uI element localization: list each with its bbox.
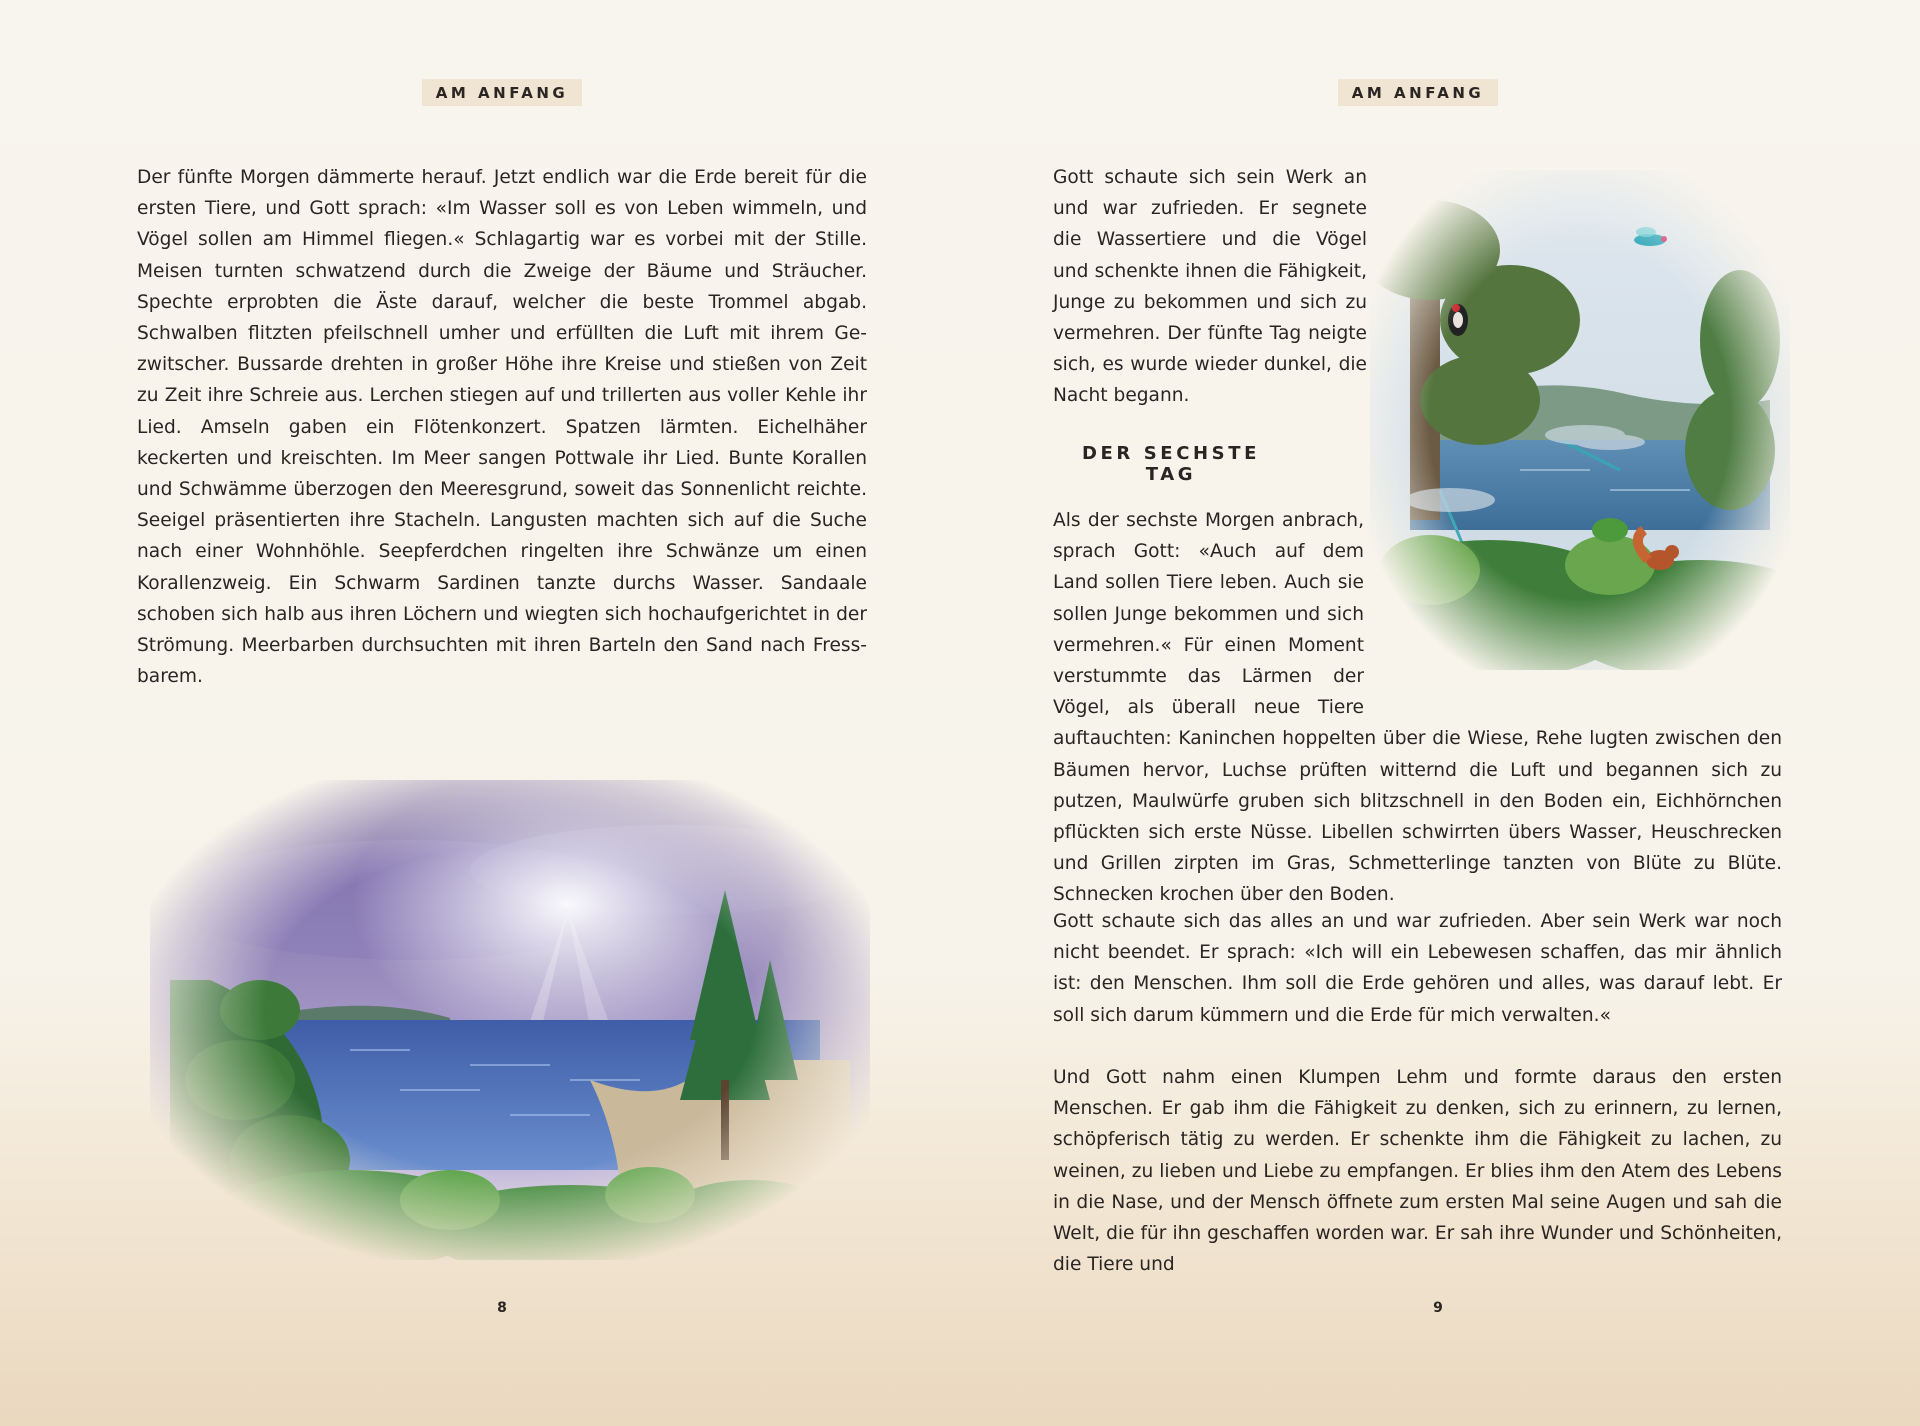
body-paragraph-fifth-day: Der fünfte Morgen dämmerte herauf. Jetzt endlich war die Erde bereit für die ersten Tiere, und Gott sprach: «Im Wasser soll es von Leben wimmeln, und Vögel sollen am Himmel fliegen.« Schlagartig war es vorbei mit der Stille. Meisen turnten schwatzend durch die Zweige der Bäume und Sträucher. Spechte erprobten die Äste darauf, welcher die beste Trommel abgab. Schwalben flitzten pfeilschnell umher und erfüllten die Luft mit ihrem Gezwitscher. Bussarde drehten in großer Höhe ihre Kreise und stießen von Zeit zu Zeit ihre Schreie aus. Lerchen stiegen auf und trillerten aus voller Kehle ihr Lied. Amseln gaben ein Flötenkonzert. Spatzen lärmten. Eichelhäher keckerten und kreischten. Im Meer sangen Pottwale ihr Lied. Bunte Korallen und Schwämme überzogen den Meeresgrund, soweit das Sonnenlicht reichte. Seeigel präsentierten ihre Stacheln. Langusten machten sich auf die Suche nach einer Wohnhöhle. Seepferdchen ringelten ihre Schwänze um einen Korallenzweig. Ein Schwarm Sardinen tanzte durchs Wasser. Sandaale schoben sich halb aus ihren Löchern und wiegten sich hochaufgerichtet in der Strömung. Meerbarben durchsuchten mit ihren Barteln den Sand nach Fressbarem. — [137, 167, 867, 688]
body-paragraph-first-human: Und Gott nahm einen Klumpen Lehm und formte daraus den ersten Menschen. Er gab ihm die Fähigkeit zu denken, sich zu erinnern, zu lernen, schöpferisch tätig zu werden. Er schenkte ihm die Fähigkeit zu lachen, zu weinen, zu lieben und Liebe zu empfangen. Er blies ihm den Atem des Lebens in die Nase, und der Mensch öffnete zum ersten Mal seine Augen und sah die Welt, die für ihn geschaffen worden war. Er sah ihre Wunder und Schönheiten, die Tiere und — [1053, 1067, 1782, 1276]
intro-paragraph: Gott schaute sich sein Werk an und war zufrieden. Er segnete die Wassertiere und die Vögel und schenkte ihnen die Fähigkeit, Junge zu bekommen und sich zu vermehren. Der fünfte Tag neigte sich, es wurde wieder dunkel, die Nacht begann. — [1053, 167, 1367, 407]
section-heading: DER SECHSTE TAG — [1081, 443, 1261, 485]
paragraph-text: Als der sechste Morgen anbrach, sprach Gott: «Auch auf dem Land sollen Tiere leben. Auch sie sollen Junge bekommen und sich vermehren.« Für einen Moment verstummte das Lärmen der Vögel, als überall neue Tiere auftauchten: Kaninchen hoppelten über die Wiese, Rehe lugten zwischen den Bäumen hervor, Luchse prüften witternd die Luft und begannen sich zu putzen, Maulwürfe gruben sich blitzschnell in den Boden ein, Eichhörnchen pflückten sich erste Nüsse. Libellen schwirrten übers Wasser, Heuschrecken und Grillen zirpten im Gras, Schmetterlinge tanzten von Blüte zu Blüte. Schnecken krochen über den Boden. — [1053, 510, 1782, 906]
page-number-right: 9 — [1433, 1300, 1443, 1316]
lake-illustration — [150, 780, 870, 1260]
page-number-left: 8 — [497, 1300, 507, 1316]
running-head-right: AM ANFANG — [1338, 79, 1498, 106]
body-paragraph-creation-plan: Gott schaute sich das alles an und war zufrieden. Aber sein Werk war noch nicht beendet. Er sprach: «Ich will ein Lebewesen schaffen, das mir ähnlich ist: den Menschen. Ihm soll die Erde gehören und alles, was darauf lebt. Er soll sich darum kümmern und die Erde für mich verwalten.« — [1053, 911, 1782, 1026]
running-head-left: AM ANFANG — [422, 79, 582, 106]
forest-pond-illustration — [1370, 170, 1790, 670]
